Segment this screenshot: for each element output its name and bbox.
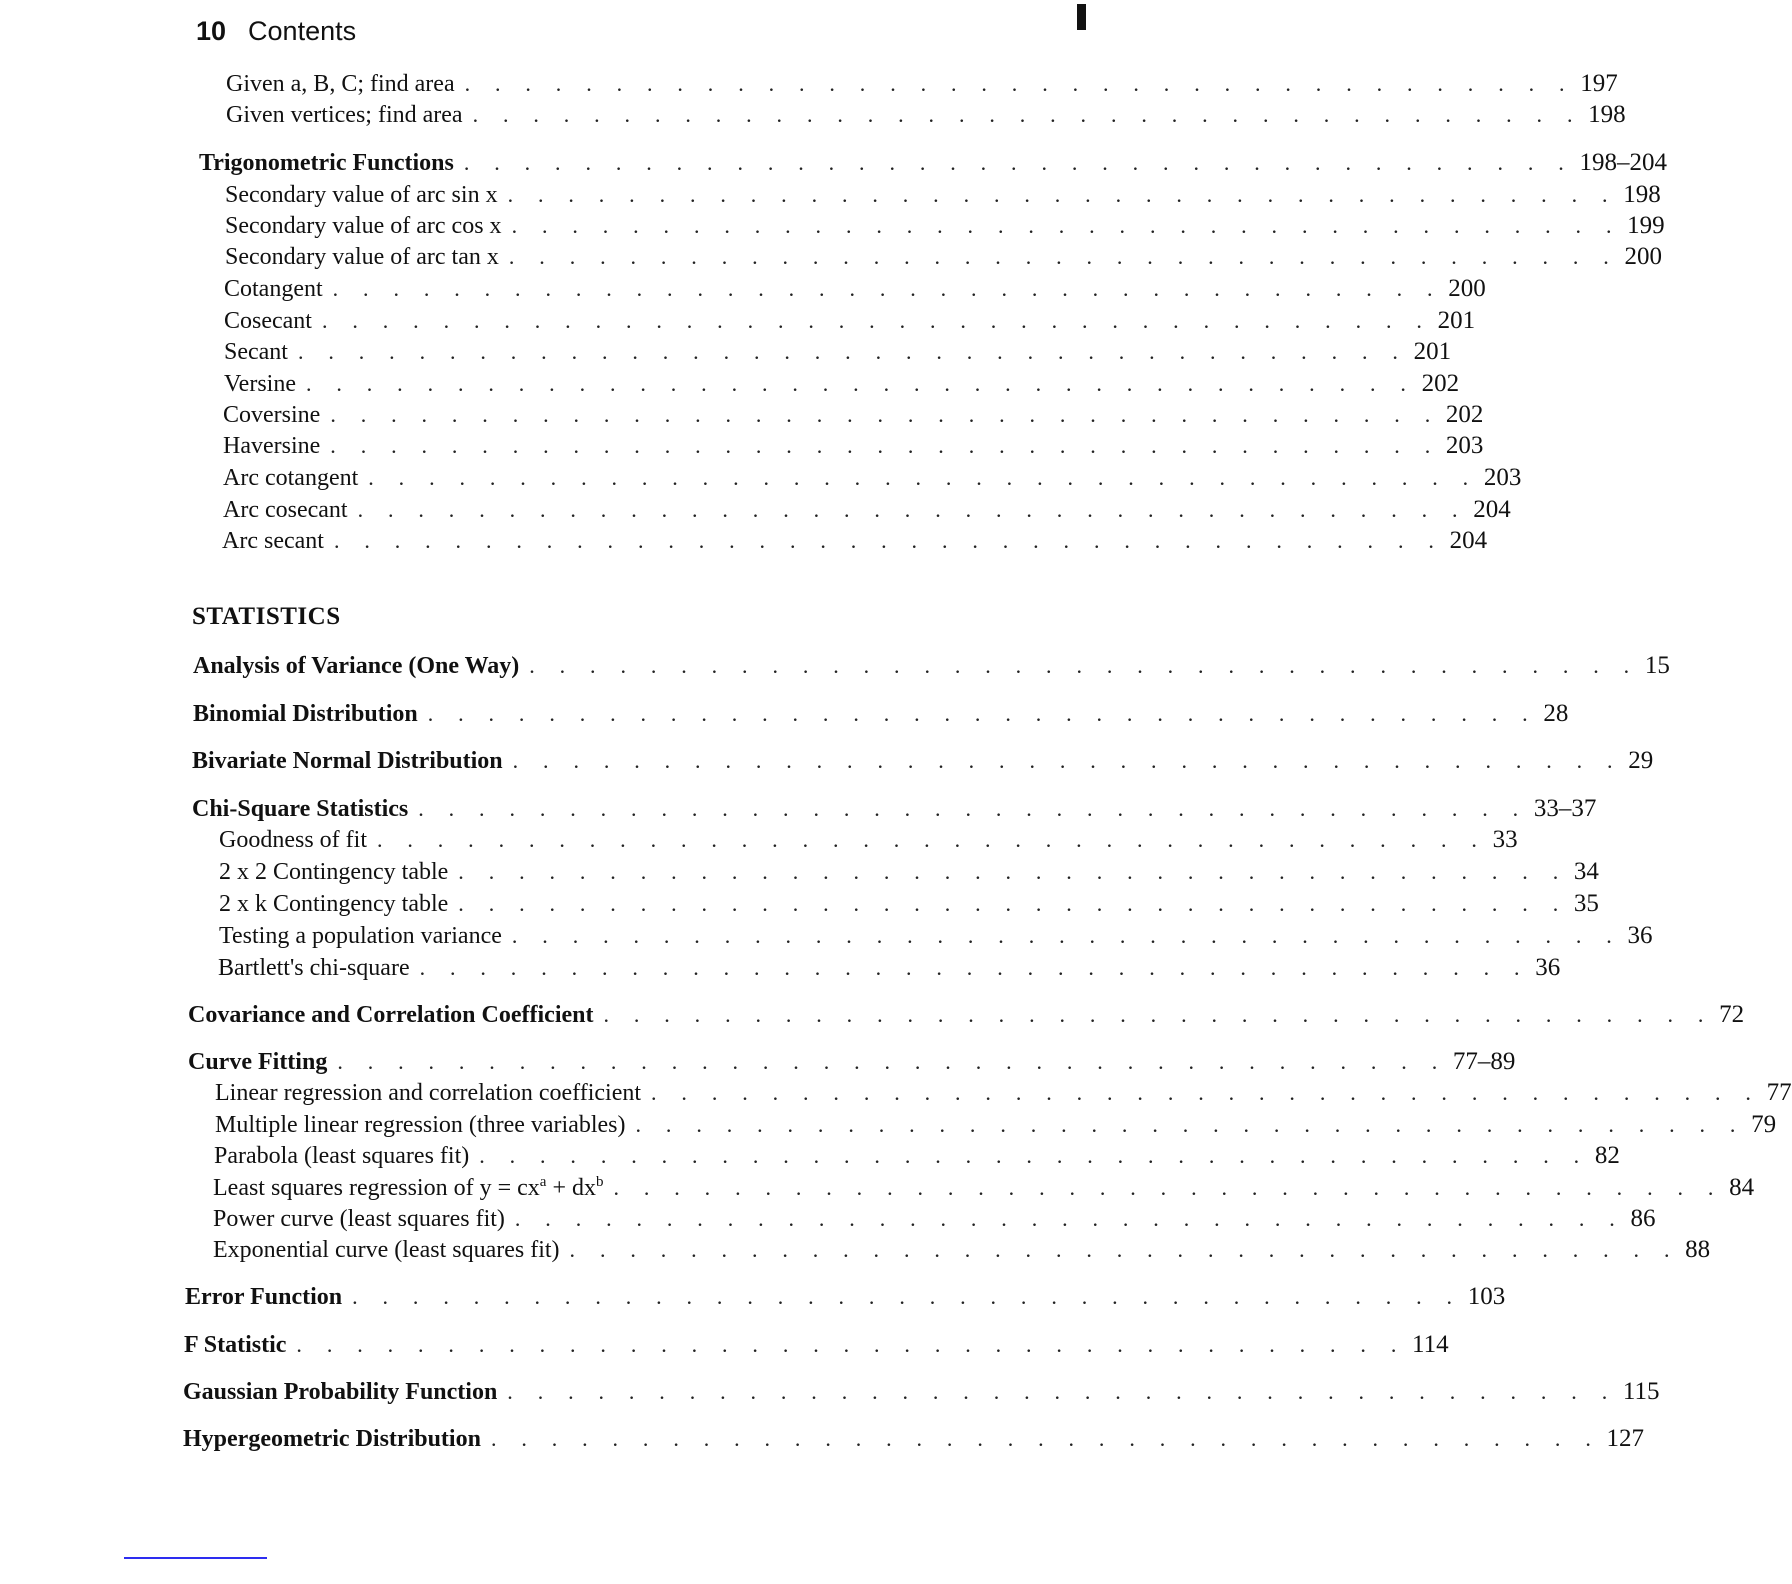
entry-title: Given vertices; find area <box>226 102 463 128</box>
dot-leader: . . . . . . . . . . . . . . . . . . . . . . . . . . . . . . . . . . . . . <box>376 827 1487 852</box>
dot-leader: . . . . . . . . . . . . . . . . . . . . . . . . . . . . . . . . . . . . . <box>511 213 1622 238</box>
dot-leader: . . . . . . . . . . . . . . . . . . . . . . . . . . . . . . . . . . . . . <box>332 276 1443 301</box>
entry-title <box>213 1174 613 1202</box>
toc-entry[interactable] <box>224 275 1486 303</box>
dot-leader: . . . . . . . . . . . . . . . . . . . . . . . . . . . . . . . . . . . . . <box>352 1284 1462 1309</box>
toc-entry[interactable] <box>224 307 1476 335</box>
toc-entry[interactable] <box>224 370 1460 398</box>
page-number: 10 <box>196 16 227 46</box>
entry-title: Secondary value of arc tan x <box>225 244 499 270</box>
dot-leader: . . . . . . . . . . . . . . . . . . . . . . . . . . . . . . . . . . . . . <box>651 1080 1761 1105</box>
entry-page: 199 <box>1627 212 1665 239</box>
entry-title: Bartlett's chi-square <box>218 955 410 981</box>
dot-leader: . . . . . . . . . . . . . . . . . . . . . . . . . . . . . . . . . . . . . <box>512 748 1623 773</box>
entry-page: 36 <box>1627 922 1653 949</box>
dot-leader: . . . . . . . . . . . . . . . . . . . . . . . . . . . . . . . . . . . . . <box>613 1175 1724 1200</box>
entry-title: Cotangent <box>224 276 323 302</box>
dot-leader: . . . . . . . . . . . . . . . . . . . . . . . . . . . . . . . . . . . . . <box>463 150 1574 175</box>
entry-title: Binomial Distribution <box>193 701 418 727</box>
entry-title: Gaussian Probability Function <box>183 1379 498 1405</box>
dot-leader: . . . . . . . . . . . . . . . . . . . . . . . . . . . . . . . . . . . . . <box>333 528 1444 553</box>
title-part: Least squares regression of y = cx <box>213 1175 540 1201</box>
dot-leader: . . . . . . . . . . . . . . . . . . . . . . . . . . . . . . . . . . . . . <box>458 891 1568 916</box>
dot-leader: . . . . . . . . . . . . . . . . . . . . . . . . . . . . . . . . . . . . . <box>305 371 1416 396</box>
toc-entry[interactable] <box>223 432 1484 460</box>
entry-title: Analysis of Variance (One Way) <box>193 653 520 679</box>
toc-entry[interactable] <box>214 1142 1620 1170</box>
entry-title: Given a, B, C; find area <box>226 71 455 97</box>
dot-leader: . . . . . . . . . . . . . . . . . . . . . . . . . . . . . . . . . . . . . <box>507 182 1618 207</box>
entry-page: 86 <box>1630 1205 1656 1232</box>
entry-page: 198–204 <box>1579 149 1667 176</box>
footnote-rule <box>124 1557 267 1559</box>
dot-leader: . . . . . . . . . . . . . . . . . . . . . . . . . . . . . . . . . . . . . <box>507 1379 1617 1404</box>
toc-entry[interactable] <box>215 1111 1777 1139</box>
entry-title: 2 x 2 Contingency table <box>219 859 449 885</box>
entry-page: 77–89 <box>1452 1048 1516 1075</box>
entry-title: Multiple linear regression (three variables) <box>215 1112 626 1138</box>
entry-page: 28 <box>1543 700 1569 727</box>
entry-page: 33–37 <box>1533 795 1597 822</box>
entry-title: Bivariate Normal Distribution <box>192 748 503 774</box>
entry-title: Secant <box>224 339 288 365</box>
entry-title: Arc secant <box>222 528 324 554</box>
toc-entry[interactable] <box>224 338 1452 366</box>
entry-title: Covariance and Correlation Coefficient <box>188 1002 594 1028</box>
toc-entry-heading[interactable] <box>199 149 1667 177</box>
toc-entry[interactable] <box>213 1236 1711 1264</box>
toc-entry-heading[interactable] <box>193 652 1670 680</box>
dot-leader: . . . . . . . . . . . . . . . . . . . . . . . . . . . . . . . . . . . . . <box>330 433 1440 458</box>
entry-title: Secondary value of arc sin x <box>225 182 498 208</box>
toc-entry-heading[interactable] <box>188 1048 1516 1076</box>
toc-entry-heading[interactable] <box>192 795 1597 823</box>
entry-title: Goodness of fit <box>219 827 367 853</box>
dot-leader: . . . . . . . . . . . . . . . . . . . . . . . . . . . . . . . . . . . . . <box>419 955 1530 980</box>
entry-page: 36 <box>1535 954 1561 981</box>
entry-title: Versine <box>224 371 296 397</box>
dot-leader: . . . . . . . . . . . . . . . . . . . . . . . . . . . . . . . . . . . . . <box>296 1332 1407 1357</box>
entry-page: 88 <box>1685 1236 1711 1263</box>
toc-entry[interactable] <box>219 890 1599 918</box>
entry-page: 35 <box>1573 890 1599 917</box>
entry-title: Secondary value of arc cos x <box>225 213 502 239</box>
toc-entry-heading[interactable] <box>193 700 1569 728</box>
exponent-b: b <box>595 1174 604 1190</box>
entry-page: 77 <box>1766 1079 1792 1106</box>
dot-leader: . . . . . . . . . . . . . . . . . . . . . . . . . . . . . . . . . . . . . <box>427 701 1538 726</box>
toc-entry-heading[interactable] <box>184 1331 1449 1359</box>
entry-title: Testing a population variance <box>219 923 502 949</box>
toc-entry[interactable] <box>222 527 1488 555</box>
entry-page: 115 <box>1622 1378 1660 1405</box>
toc-entry[interactable] <box>215 1079 1792 1107</box>
entry-title: Chi-Square Statistics <box>192 796 409 822</box>
entry-title: Parabola (least squares fit) <box>214 1143 470 1169</box>
entry-title: Curve Fitting <box>188 1049 328 1075</box>
toc-entry[interactable] <box>213 1174 1755 1202</box>
entry-page: 79 <box>1751 1111 1777 1138</box>
entry-page: 200 <box>1624 243 1662 270</box>
entry-page: 204 <box>1449 527 1488 554</box>
entry-page: 202 <box>1445 401 1484 428</box>
entry-title: Trigonometric Functions <box>199 150 454 176</box>
dot-leader: . . . . . . . . . . . . . . . . . . . . . . . . . . . . . . . . . . . . . <box>479 1143 1589 1168</box>
entry-page: 33 <box>1492 826 1518 853</box>
entry-page: 203 <box>1445 432 1484 459</box>
exponent-a: a <box>539 1174 547 1190</box>
toc-entry[interactable] <box>225 212 1665 240</box>
dot-leader: . . . . . . . . . . . . . . . . . . . . . . . . . . . . . . . . . . . . . <box>357 497 1468 522</box>
dot-leader: . . . . . . . . . . . . . . . . . . . . . . . . . . . . . . . . . . . . . <box>514 1206 1625 1231</box>
entry-title: Power curve (least squares fit) <box>213 1206 505 1232</box>
dot-leader: . . . . . . . . . . . . . . . . . . . . . . . . . . . . . . . . . . . . . <box>337 1049 1447 1074</box>
toc-entry-heading[interactable] <box>183 1378 1660 1406</box>
toc-entry[interactable] <box>225 181 1661 209</box>
entry-title: Haversine <box>223 433 321 459</box>
dot-leader: . . . . . . . . . . . . . . . . . . . . . . . . . . . . . . . . . . . . . <box>508 244 1619 269</box>
entry-title: Coversine <box>223 402 321 428</box>
entry-page: 203 <box>1483 464 1522 491</box>
dot-leader: . . . . . . . . . . . . . . . . . . . . . . . . . . . . . . . . . . . . . <box>418 796 1528 821</box>
entry-title: Arc cosecant <box>223 497 348 523</box>
toc-entry[interactable] <box>223 496 1511 524</box>
entry-title: F Statistic <box>184 1332 287 1358</box>
toc-entry[interactable] <box>219 826 1518 854</box>
entry-page: 82 <box>1594 1142 1620 1169</box>
toc-entry-heading[interactable] <box>188 1001 1745 1029</box>
entry-page: 103 <box>1467 1283 1506 1310</box>
toc-entry[interactable] <box>225 243 1662 271</box>
entry-page: 198 <box>1588 101 1626 128</box>
toc-entry[interactable] <box>219 922 1653 950</box>
title-part: + dx <box>546 1175 596 1201</box>
toc-entry-heading[interactable] <box>183 1425 1645 1453</box>
dot-leader: . . . . . . . . . . . . . . . . . . . . . . . . . . . . . . . . . . . . . <box>472 102 1583 127</box>
page-title: Contents <box>248 16 357 46</box>
dot-leader: . . . . . . . . . . . . . . . . . . . . . . . . . . . . . . . . . . . . . <box>321 308 1432 333</box>
toc-entry[interactable] <box>213 1205 1656 1233</box>
toc-entry[interactable] <box>226 70 1618 98</box>
entry-title: Error Function <box>185 1284 343 1310</box>
dot-leader: . . . . . . . . . . . . . . . . . . . . . . . . . . . . . . . . . . . . . <box>635 1112 1746 1137</box>
entry-page: 198 <box>1623 181 1661 208</box>
entry-page: 114 <box>1412 1331 1449 1358</box>
toc-entry[interactable] <box>218 954 1561 982</box>
entry-title: Cosecant <box>224 308 312 334</box>
entry-page: 34 <box>1573 858 1599 885</box>
dot-leader: . . . . . . . . . . . . . . . . . . . . . . . . . . . . . . . . . . . . . <box>490 1426 1601 1451</box>
entry-page: 127 <box>1606 1425 1645 1452</box>
toc-entry[interactable] <box>219 858 1599 886</box>
toc-entry-heading[interactable] <box>192 747 1654 775</box>
entry-page: 202 <box>1421 370 1460 397</box>
section-heading-statistics: STATISTICS <box>192 603 341 630</box>
entry-page: 197 <box>1580 70 1618 97</box>
entry-page: 201 <box>1413 338 1452 365</box>
dot-leader: . . . . . . . . . . . . . . . . . . . . . . . . . . . . . . . . . . . . . <box>458 859 1568 884</box>
toc-entry-heading[interactable] <box>185 1283 1506 1311</box>
entry-title: Hypergeometric Distribution <box>183 1426 481 1452</box>
entry-title: Linear regression and correlation coefficient <box>215 1080 642 1106</box>
entry-title: Exponential curve (least squares fit) <box>213 1237 560 1263</box>
dot-leader: . . . . . . . . . . . . . . . . . . . . . . . . . . . . . . . . . . . . . <box>603 1002 1714 1027</box>
entry-title: Arc cotangent <box>223 465 359 491</box>
entry-page: 201 <box>1437 307 1476 334</box>
toc-entry[interactable] <box>223 464 1522 492</box>
entry-page: 200 <box>1448 275 1486 302</box>
dot-leader: . . . . . . . . . . . . . . . . . . . . . . . . . . . . . . . . . . . . . <box>511 923 1622 948</box>
toc-entry[interactable] <box>223 401 1484 429</box>
entry-title: 2 x k Contingency table <box>219 891 449 917</box>
toc-entry[interactable] <box>226 101 1626 129</box>
entry-page: 15 <box>1644 652 1670 679</box>
entry-page: 84 <box>1729 1174 1755 1201</box>
entry-page: 29 <box>1628 747 1654 774</box>
dot-leader: . . . . . . . . . . . . . . . . . . . . . . . . . . . . . . . . . . . . . <box>464 71 1575 96</box>
entry-page: 204 <box>1473 496 1511 523</box>
entry-page: 72 <box>1719 1001 1745 1028</box>
dot-leader: . . . . . . . . . . . . . . . . . . . . . . . . . . . . . . . . . . . . . <box>297 339 1408 364</box>
dot-leader: . . . . . . . . . . . . . . . . . . . . . . . . . . . . . . . . . . . . . <box>368 465 1478 490</box>
dot-leader: . . . . . . . . . . . . . . . . . . . . . . . . . . . . . . . . . . . . . <box>529 653 1639 678</box>
dot-leader: . . . . . . . . . . . . . . . . . . . . . . . . . . . . . . . . . . . . . <box>330 402 1440 427</box>
dot-leader: . . . . . . . . . . . . . . . . . . . . . . . . . . . . . . . . . . . . . <box>569 1237 1680 1262</box>
